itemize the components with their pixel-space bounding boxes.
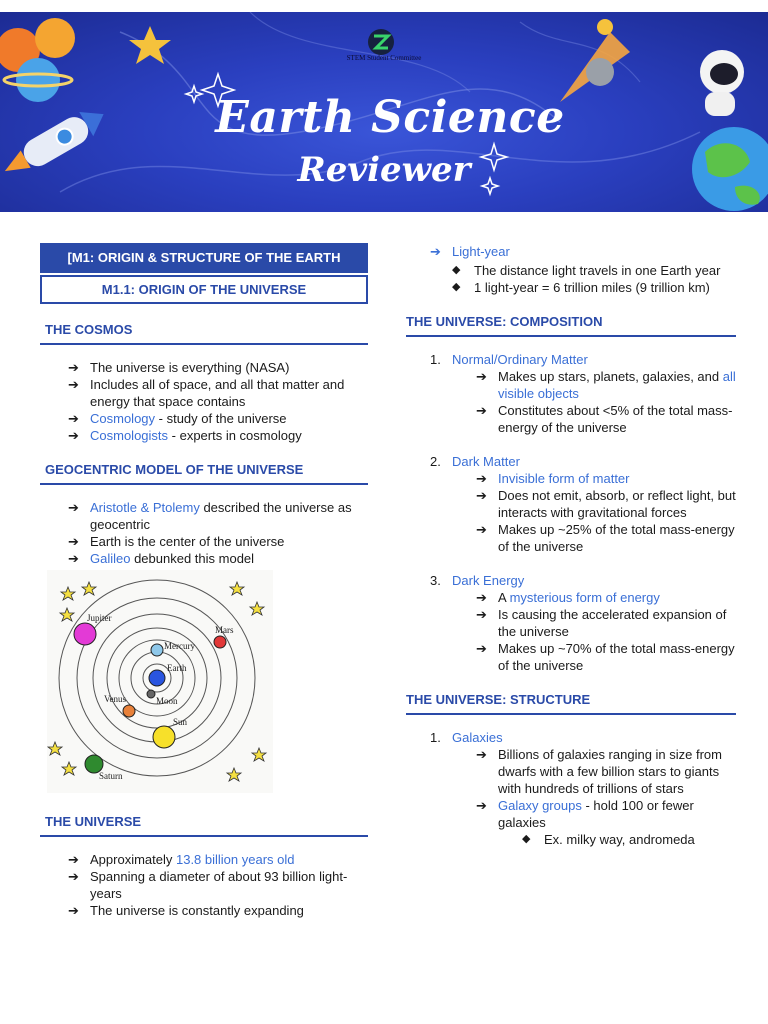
list-item: ➔ Makes up stars, planets, galaxies, and all visible objects bbox=[476, 369, 736, 401]
label-jupiter: Jupiter bbox=[87, 613, 112, 623]
geocentric-model-diagram bbox=[47, 570, 273, 793]
committee-name: STEM Student Committee bbox=[346, 54, 422, 62]
sun-planet bbox=[153, 726, 175, 748]
list-item: ➔ Spanning a diameter of about 93 billion light-years bbox=[68, 869, 348, 901]
list-item: ➔ The universe is everything (NASA) bbox=[68, 360, 290, 375]
module-heading: [M1: ORIGIN & STRUCTURE OF THE EARTH bbox=[40, 243, 368, 273]
universe-section bbox=[40, 814, 368, 919]
list-item: ➔ Invisible form of matter bbox=[476, 471, 630, 486]
list-item: ➔ Does not emit, absorb, or reflect light, but interacts with gravitational forces bbox=[476, 488, 736, 520]
list-item: ➔ Light-year ◆ The distance light travels in one Earth year ◆ 1 light-year = 6 trillion miles (9 trillion km) bbox=[430, 243, 736, 296]
submodule-heading: M1.1: ORIGIN OF THE UNIVERSE bbox=[40, 275, 368, 304]
label-earth: Earth bbox=[167, 663, 187, 673]
venus-planet bbox=[123, 705, 135, 717]
mars-planet bbox=[214, 636, 226, 648]
list-item: ➔ Billions of galaxies ranging in size from dwarfs with a few billion stars to giants with hundreds of trillions of stars bbox=[476, 747, 722, 796]
list-item: ◆ The distance light travels in one Earth year bbox=[452, 263, 721, 278]
section-heading-universe: THE UNIVERSE bbox=[40, 814, 368, 837]
section-heading-structure: THE UNIVERSE: STRUCTURE bbox=[406, 692, 736, 715]
jupiter-planet bbox=[74, 623, 96, 645]
list-item: ➔ Cosmologists - experts in cosmology bbox=[68, 428, 302, 443]
lightyear-list bbox=[430, 243, 736, 296]
list-item: ➔ Includes all of space, and all that matter and energy that space contains bbox=[68, 377, 345, 409]
label-mars: Mars bbox=[215, 625, 234, 635]
list-item: ➔ Constitutes about <5% of the total mass-energy of the universe bbox=[476, 403, 733, 435]
header-banner bbox=[0, 12, 768, 212]
section-heading-geocentric: GEOCENTRIC MODEL OF THE UNIVERSE bbox=[40, 462, 368, 485]
list-item: ➔ Cosmology - study of the universe bbox=[68, 411, 287, 426]
list-item: 3. Dark Energy ➔ A mysterious form of energy ➔ Is causing the accelerated expansion of the universe ➔ Makes up ~70% of the total mass-energy of the universe bbox=[430, 573, 735, 673]
label-saturn: Saturn bbox=[99, 771, 123, 781]
list-item: 1. Normal/Ordinary Matter ➔ Makes up stars, planets, galaxies, and all visible objects ➔ Constitutes about <5% of the total mass-energy of the universe bbox=[430, 352, 736, 435]
list-item: ➔ Makes up ~25% of the total mass-energy of the universe bbox=[476, 522, 735, 554]
list-item: ➔ Galileo debunked this model bbox=[68, 551, 255, 566]
universe-list bbox=[68, 851, 368, 919]
section-heading-cosmos: THE COSMOS bbox=[40, 322, 368, 345]
right-column bbox=[406, 243, 736, 848]
page-title: Earth Science bbox=[215, 92, 565, 143]
label-mercury: Mercury bbox=[164, 641, 195, 651]
list-item: ➔ Is causing the accelerated expansion of the universe bbox=[476, 607, 727, 639]
list-item: ➔ Galaxy groups - hold 100 or fewer galaxies ◆ Ex. milky way, andromeda bbox=[476, 797, 736, 848]
composition-list bbox=[430, 351, 736, 674]
cosmos-list bbox=[68, 359, 368, 444]
left-column bbox=[40, 243, 368, 567]
list-item: 2. Dark Matter ➔ Invisible form of matter ➔ Does not emit, absorb, or reflect light, but interacts with gravitational forces ➔ Makes up ~25% of the total mass-energy of the universe bbox=[430, 454, 736, 554]
page-subtitle: Reviewer bbox=[297, 150, 471, 190]
list-item: ➔ Aristotle & Ptolemy described the universe as geocentric bbox=[68, 500, 352, 532]
geocentric-list bbox=[68, 499, 368, 567]
list-item: ◆ 1 light-year = 6 trillion miles (9 trillion km) bbox=[452, 280, 710, 295]
list-item: ➔ The universe is constantly expanding bbox=[68, 903, 304, 918]
earth-planet bbox=[149, 670, 165, 686]
list-item: ➔ Earth is the center of the universe bbox=[68, 534, 285, 549]
label-sun: Sun bbox=[173, 717, 188, 727]
moon-planet bbox=[147, 690, 155, 698]
label-moon: Moon bbox=[156, 696, 178, 706]
mercury-planet bbox=[151, 644, 163, 656]
list-item: ➔ Makes up ~70% of the total mass-energy of the universe bbox=[476, 641, 735, 673]
list-item: ➔ Approximately 13.8 billion years old bbox=[68, 852, 295, 867]
list-item: ➔ A mysterious form of energy bbox=[476, 590, 660, 605]
list-item: ◆ Ex. milky way, andromeda bbox=[522, 832, 695, 847]
structure-list bbox=[430, 729, 736, 848]
section-heading-composition: THE UNIVERSE: COMPOSITION bbox=[406, 314, 736, 337]
label-venus: Venus bbox=[104, 694, 126, 704]
list-item: 1. Galaxies ➔ Billions of galaxies ranging in size from dwarfs with a few billion stars to giants with hundreds of trillions of stars ➔ Galaxy groups - hold 100 or fewer galaxies ◆ Ex. milky way, andromeda bbox=[430, 729, 736, 848]
